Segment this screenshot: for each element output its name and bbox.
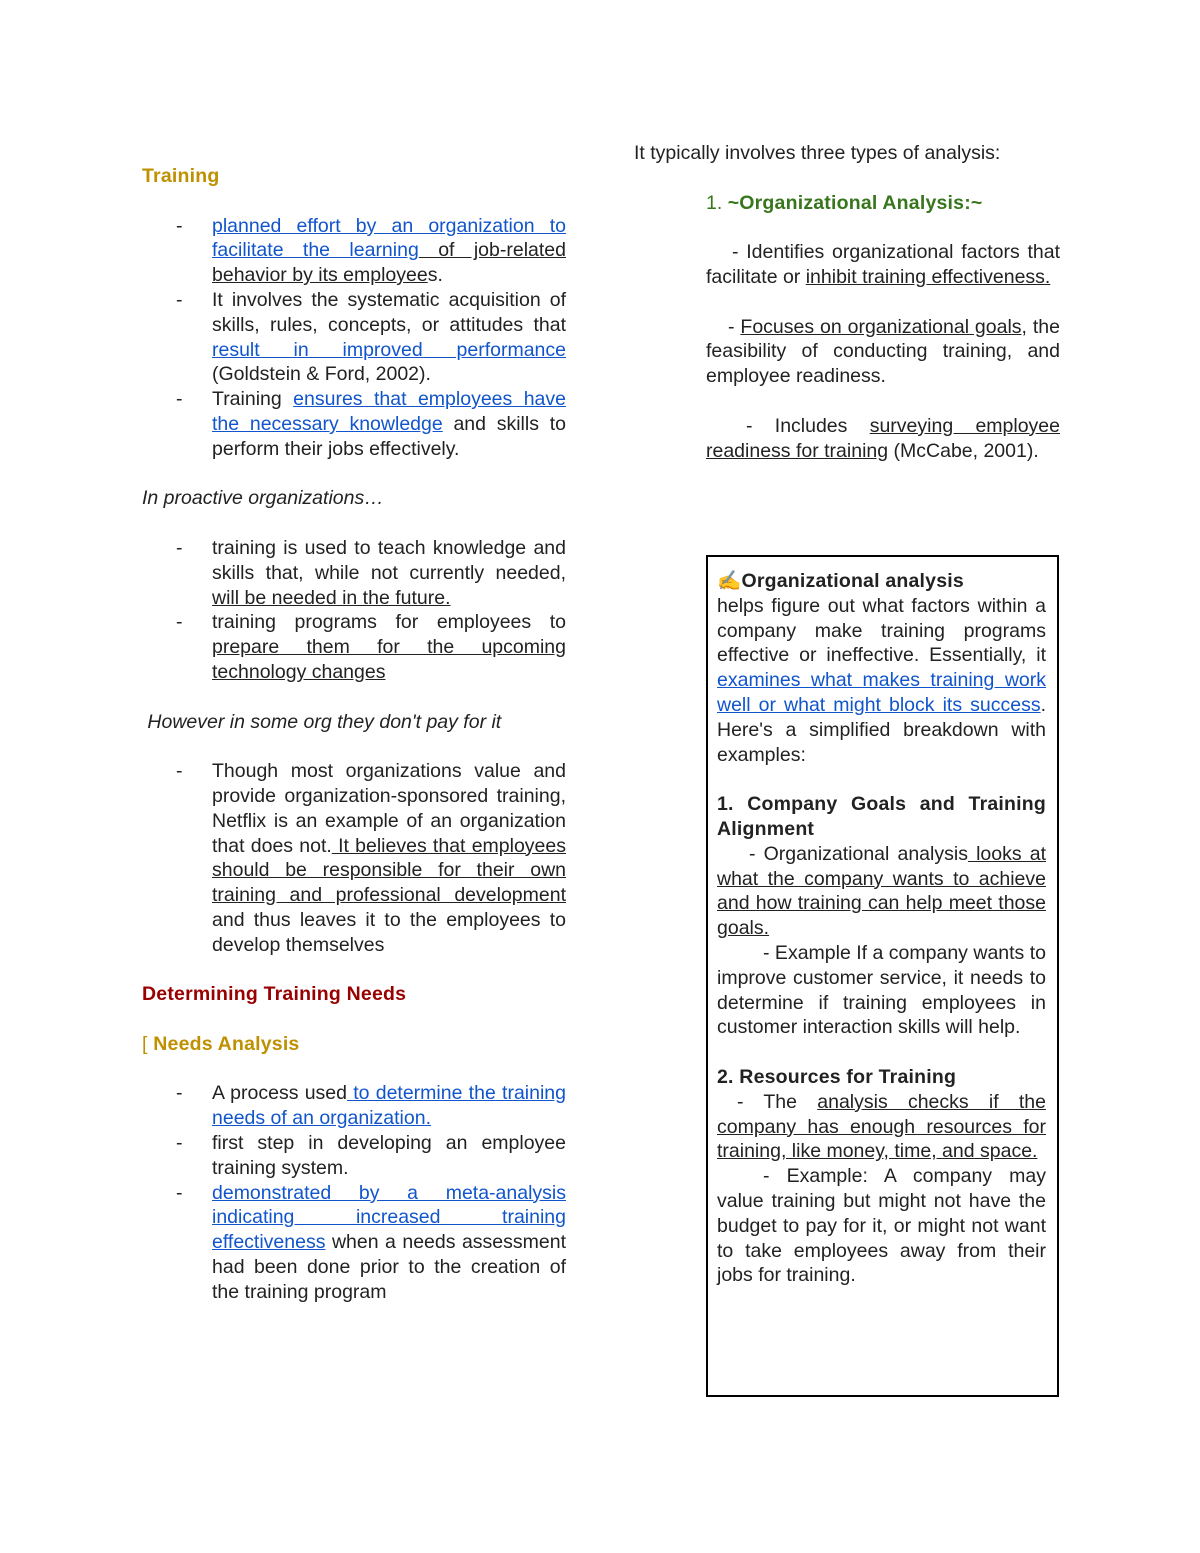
text: and thus leaves it to the employees to develop themselves bbox=[212, 908, 566, 956]
text: and skills to perform their jobs effectively. bbox=[212, 412, 566, 460]
list-item: - first step in developing an employee training system. bbox=[176, 1132, 566, 1179]
list-item: - Though most organizations value and provide organization-sponsored training, Netflix is an example of an organization that does not. It believes that employees should be responsible for their own training and professional development and thus leaves it to the employees to develop themselves bbox=[176, 760, 566, 956]
section-2-paragraph-1 bbox=[717, 1090, 1046, 1164]
text: (McCabe, 2001). bbox=[888, 439, 1039, 462]
text: s. bbox=[427, 264, 443, 287]
underlined-text: surveying employee readiness for training bbox=[706, 414, 1060, 462]
training-list bbox=[142, 214, 566, 462]
text: - The bbox=[737, 1090, 818, 1113]
list-item: - demonstrated by a meta-analysis indicating increased training effectiveness when a needs assessment had been done prior to the creation of the training program bbox=[176, 1181, 566, 1303]
link-text[interactable]: planned effort by an organization to facilitate the learning bbox=[212, 214, 566, 262]
list-item: - A process used to determine the training needs of an organization. bbox=[176, 1082, 566, 1130]
needs-heading bbox=[142, 1032, 566, 1057]
link-text[interactable]: to determine the training needs of an organization. bbox=[212, 1082, 566, 1130]
however-heading: However in some org they don't pay for it bbox=[142, 710, 502, 733]
needs-list bbox=[142, 1081, 566, 1304]
callout-title-text: Organizational analysis bbox=[741, 570, 964, 592]
text: when a needs assessment had been done prior to the creation of the training program bbox=[212, 1231, 566, 1303]
organizational-analysis-callout bbox=[706, 555, 1059, 1397]
text: - Example: A company may value training but might not have the budget to pay for it, or might not want to take employees away from their jobs for training. bbox=[717, 1165, 1046, 1287]
list-item: - planned effort by an organization to facilitate the learning of job-related behavior by its employees. bbox=[176, 214, 566, 287]
right-column bbox=[634, 141, 1060, 463]
number: 1. bbox=[706, 191, 728, 214]
text: - Identifies organizational factors that facilitate or bbox=[706, 241, 1060, 288]
list-item: - Training ensures that employees have the necessary knowledge and skills to perform their jobs effectively. bbox=[176, 388, 566, 460]
text: Though most organizations value and provide organization-sponsored training, Netflix is an example of an organization that does not. bbox=[212, 760, 566, 857]
link-text[interactable]: examines what makes training work well or what might block its success bbox=[717, 669, 1046, 716]
underlined-text: Focuses on organizational goals, bbox=[740, 315, 1027, 338]
underlined-text: prepare them for the upcoming technology changes bbox=[212, 636, 566, 683]
needs-heading-text: Needs Analysis bbox=[153, 1032, 300, 1055]
link-text[interactable]: result in improved performance bbox=[212, 338, 566, 361]
underlined-text: inhibit training effectiveness. bbox=[805, 265, 1051, 288]
section-2-paragraph-2 bbox=[717, 1164, 1046, 1288]
however-list bbox=[142, 759, 566, 957]
section-1-paragraph-2 bbox=[717, 941, 1046, 1040]
org-paragraph-1 bbox=[634, 240, 1060, 290]
intro-text: It typically involves three types of analysis: bbox=[634, 142, 1001, 164]
determining-heading: Determining Training Needs bbox=[142, 983, 407, 1006]
text: . Here's a simplified breakdown with examples: bbox=[717, 693, 1046, 766]
proactive-heading: In proactive organizations… bbox=[142, 487, 384, 510]
list-item: - training is used to teach knowledge and skills that, while not currently needed, will be needed in the future. bbox=[176, 536, 566, 609]
underlined-text: , will be needed in the future. bbox=[212, 561, 566, 609]
writing-hand-icon: ✍ bbox=[717, 570, 742, 592]
training-heading: Training bbox=[142, 165, 220, 187]
text: Training bbox=[212, 388, 294, 411]
section-1-heading: 1. Company Goals and Training Alignment bbox=[717, 793, 1046, 840]
text: (Goldstein & Ford, 2002). bbox=[212, 363, 431, 386]
org-paragraph-2 bbox=[634, 315, 1060, 389]
list-item: - It involves the systematic acquisition of skills, rules, concepts, or attitudes that result in improved performance (Goldstein & Ford, 2002). bbox=[176, 288, 566, 386]
text: - bbox=[728, 315, 741, 338]
text: - Includes bbox=[746, 414, 870, 437]
callout-title bbox=[717, 569, 1046, 594]
section-2-heading: 2. Resources for Training bbox=[717, 1065, 957, 1088]
text: It involves the systematic acquisition of skills, rules, concepts, or attitudes that bbox=[212, 288, 566, 336]
callout-intro bbox=[717, 594, 1046, 768]
text: helps figure out what factors within a company make training programs effective or ineffective. Essentially, it bbox=[717, 594, 1046, 667]
proactive-list bbox=[142, 536, 566, 685]
link-text[interactable]: demonstrated by a meta-analysis indicating increased training effectiveness bbox=[212, 1181, 566, 1254]
underlined-text: analysis checks if the company has enough resources for training, like money, time, and space. bbox=[717, 1090, 1046, 1163]
text: - Example If a company wants to improve customer service, it needs to determine if training employees in customer interaction skills will help. bbox=[717, 941, 1046, 1039]
org-analysis-title: ~Organizational Analysis:~ bbox=[727, 191, 983, 214]
list-item: - training programs for employees to prepare them for the upcoming technology changes bbox=[176, 611, 566, 683]
underlined-text: of job-related behavior by its employee bbox=[212, 239, 566, 287]
text: the feasibility of conducting training, and employee readiness. bbox=[706, 315, 1061, 388]
text: A process used bbox=[212, 1082, 347, 1105]
section-1-paragraph-1 bbox=[717, 842, 1046, 941]
underlined-text: looks at what the company wants to achieve and how training can help meet those goals. bbox=[717, 842, 1046, 940]
text: - Organizational analysis bbox=[749, 842, 968, 865]
text: first step in developing an employee training system. bbox=[212, 1132, 566, 1179]
org-paragraph-3 bbox=[634, 414, 1060, 464]
bracket: [ bbox=[142, 1032, 154, 1055]
underlined-text: It believes that employees should be responsible for their own training and professional development bbox=[212, 834, 566, 907]
org-analysis-heading bbox=[634, 191, 1060, 216]
link-text[interactable]: ensures that employees have the necessary knowledge bbox=[212, 388, 566, 435]
text: training programs for employees to bbox=[212, 611, 566, 634]
left-column bbox=[142, 164, 566, 1305]
text: training is used to teach knowledge and skills that, while not currently needed bbox=[212, 536, 566, 584]
